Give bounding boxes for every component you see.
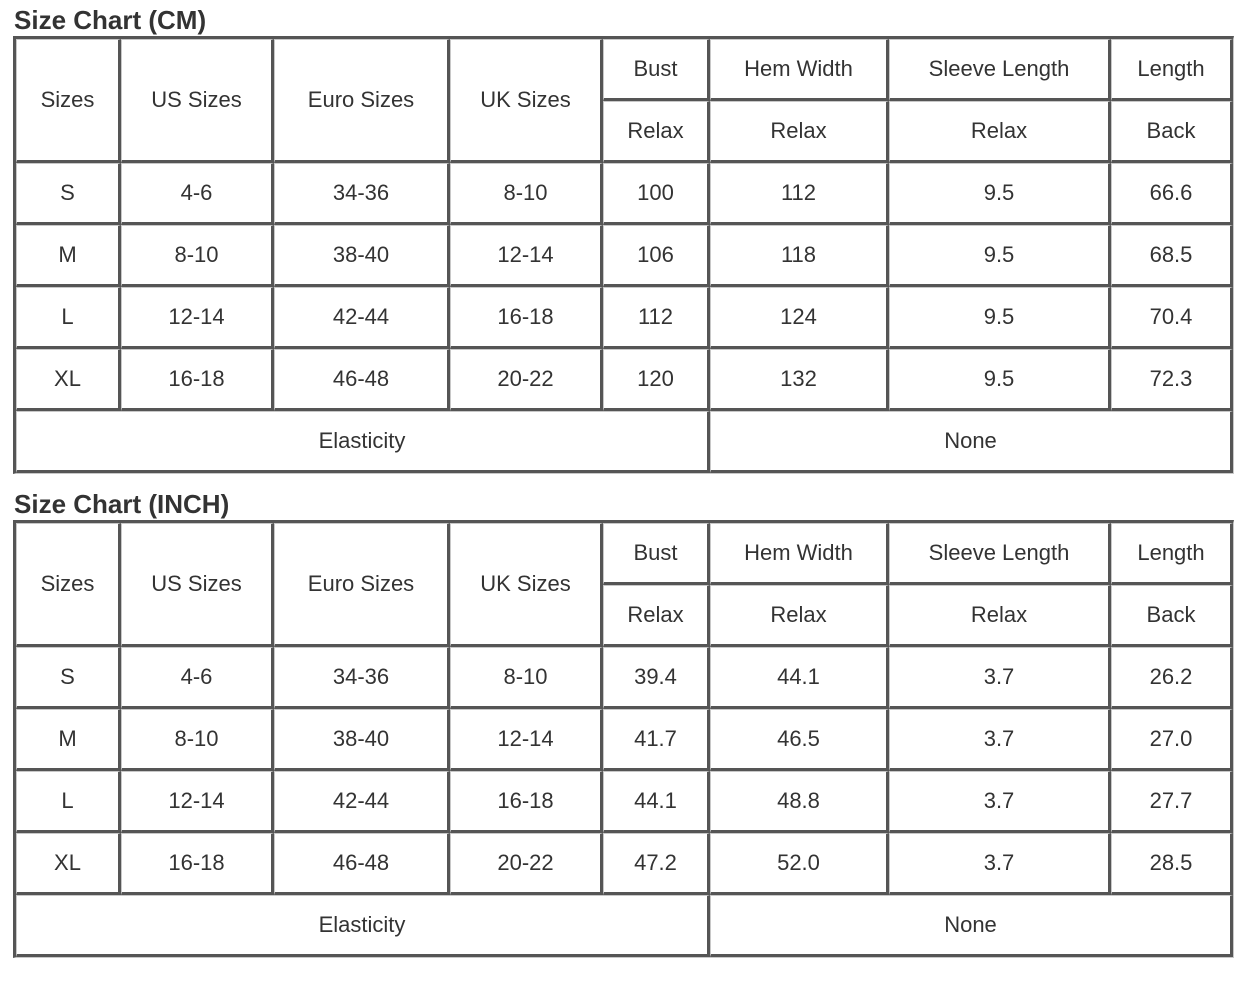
subheader-sleeve-length: Relax [889,101,1111,163]
cell-length: 27.0 [1111,709,1233,771]
table-footer-row [16,895,1233,957]
cell-size: M [16,225,121,287]
cell-us-size: 16-18 [121,349,274,411]
table-row [16,709,1233,771]
header-euro-sizes: Euro Sizes [274,523,450,647]
size-chart-cm-title: Size Chart (CM) [14,5,207,35]
size-chart-cm-section [13,4,1233,474]
subheader-sleeve-length: Relax [889,585,1111,647]
size-chart-inch-title: Size Chart (INCH) [14,489,230,519]
cell-length: 72.3 [1111,349,1233,411]
cell-size: L [16,771,121,833]
header-length: Length [1111,39,1233,101]
cell-hem-width: 112 [710,163,889,225]
elasticity-label: Elasticity [16,895,710,957]
cell-us-size: 8-10 [121,709,274,771]
header-hem-width: Hem Width [710,523,889,585]
table-row [16,833,1233,895]
cell-sleeve-length: 9.5 [889,287,1111,349]
cell-size: XL [16,833,121,895]
cell-sleeve-length: 3.7 [889,647,1111,709]
header-sizes: Sizes [16,523,121,647]
header-sizes: Sizes [16,39,121,163]
cell-uk-size: 16-18 [450,287,603,349]
cell-uk-size: 12-14 [450,225,603,287]
subheader-hem-width: Relax [710,101,889,163]
size-chart-cm-table [13,36,1234,474]
header-uk-sizes: UK Sizes [450,523,603,647]
cell-sleeve-length: 9.5 [889,349,1111,411]
header-bust: Bust [603,39,710,101]
header-hem-width: Hem Width [710,39,889,101]
elasticity-label: Elasticity [16,411,710,473]
cell-us-size: 8-10 [121,225,274,287]
subheader-bust: Relax [603,585,710,647]
cell-us-size: 16-18 [121,833,274,895]
cell-euro-size: 42-44 [274,287,450,349]
header-sleeve-length: Sleeve Length [889,39,1111,101]
cell-size: L [16,287,121,349]
cell-size: M [16,709,121,771]
cell-hem-width: 124 [710,287,889,349]
cell-hem-width: 118 [710,225,889,287]
cell-bust: 39.4 [603,647,710,709]
cell-size: S [16,647,121,709]
cell-us-size: 12-14 [121,287,274,349]
cell-sleeve-length: 3.7 [889,833,1111,895]
cell-euro-size: 46-48 [274,349,450,411]
cell-uk-size: 16-18 [450,771,603,833]
size-chart-inch-table [13,520,1234,958]
cell-bust: 112 [603,287,710,349]
table-row [16,349,1233,411]
cell-bust: 47.2 [603,833,710,895]
header-bust: Bust [603,523,710,585]
cell-length: 28.5 [1111,833,1233,895]
header-us-sizes: US Sizes [121,39,274,163]
cell-length: 26.2 [1111,647,1233,709]
cell-uk-size: 20-22 [450,349,603,411]
table-row [16,163,1233,225]
cell-euro-size: 34-36 [274,647,450,709]
header-us-sizes: US Sizes [121,523,274,647]
table-footer-row [16,411,1233,473]
cell-uk-size: 8-10 [450,163,603,225]
cell-us-size: 12-14 [121,771,274,833]
size-chart-inch-section [13,488,1233,958]
table-row [16,287,1233,349]
header-euro-sizes: Euro Sizes [274,39,450,163]
cell-sleeve-length: 3.7 [889,709,1111,771]
table-row [16,225,1233,287]
cell-bust: 44.1 [603,771,710,833]
cell-length: 70.4 [1111,287,1233,349]
cell-bust: 120 [603,349,710,411]
cell-euro-size: 34-36 [274,163,450,225]
cell-bust: 106 [603,225,710,287]
header-sleeve-length: Sleeve Length [889,523,1111,585]
cell-hem-width: 132 [710,349,889,411]
subheader-hem-width: Relax [710,585,889,647]
cell-sleeve-length: 9.5 [889,163,1111,225]
cell-uk-size: 12-14 [450,709,603,771]
table-header-row [16,523,1233,585]
cell-length: 27.7 [1111,771,1233,833]
cell-us-size: 4-6 [121,647,274,709]
cell-uk-size: 20-22 [450,833,603,895]
elasticity-value: None [710,895,1233,957]
cell-bust: 100 [603,163,710,225]
cell-euro-size: 42-44 [274,771,450,833]
header-uk-sizes: UK Sizes [450,39,603,163]
cell-size: S [16,163,121,225]
subheader-length: Back [1111,101,1233,163]
cell-us-size: 4-6 [121,163,274,225]
table-row [16,771,1233,833]
elasticity-value: None [710,411,1233,473]
cell-euro-size: 46-48 [274,833,450,895]
cell-sleeve-length: 3.7 [889,771,1111,833]
table-row [16,647,1233,709]
cell-hem-width: 46.5 [710,709,889,771]
cell-size: XL [16,349,121,411]
subheader-length: Back [1111,585,1233,647]
header-length: Length [1111,523,1233,585]
cell-length: 68.5 [1111,225,1233,287]
cell-euro-size: 38-40 [274,225,450,287]
cell-hem-width: 48.8 [710,771,889,833]
cell-bust: 41.7 [603,709,710,771]
cell-euro-size: 38-40 [274,709,450,771]
table-header-row [16,39,1233,101]
cell-hem-width: 44.1 [710,647,889,709]
cell-length: 66.6 [1111,163,1233,225]
subheader-bust: Relax [603,101,710,163]
cell-hem-width: 52.0 [710,833,889,895]
cell-sleeve-length: 9.5 [889,225,1111,287]
cell-uk-size: 8-10 [450,647,603,709]
